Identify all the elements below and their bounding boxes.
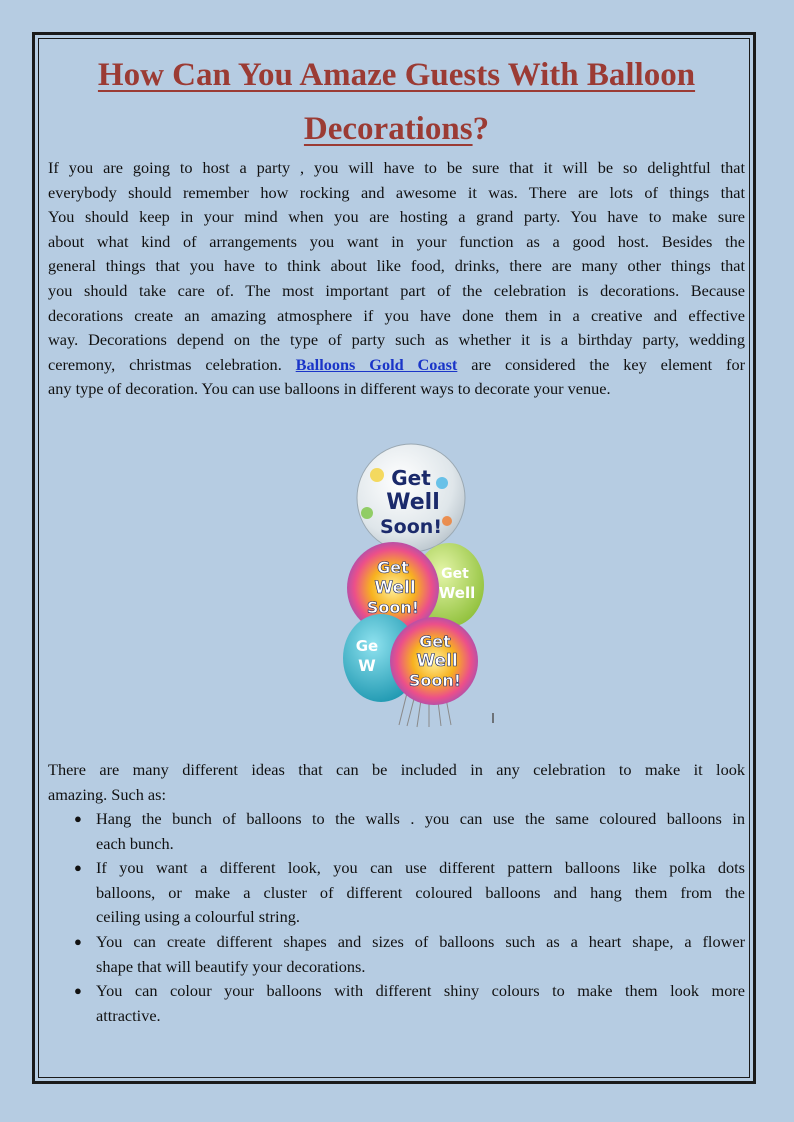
list-item-line: If you want a different look, you can use different pattern balloons like polka dots: [96, 858, 745, 878]
balloon-top-text: Well: [386, 490, 440, 515]
balloon-lime-text: Well: [438, 584, 476, 602]
balloon-lime-text: Get: [441, 566, 469, 582]
intro-line: everybody should remember how rocking and awesome it was. There are lots of things that: [48, 182, 745, 202]
balloon-rainbow2-text: Get: [419, 632, 451, 651]
bullet-icon: ●: [74, 933, 82, 949]
bullet-icon: ●: [74, 811, 82, 826]
bullet-icon: ●: [74, 983, 82, 999]
article: [48, 48, 746, 1025]
balloon-teal-text: W: [358, 656, 376, 675]
intro-line: you should take care of. The most important part of the celebration is decorations. Because: [48, 280, 745, 300]
get-well-soon-balloons-image: [337, 443, 507, 728]
ideas-line: amazing. Such as:: [48, 784, 167, 804]
balloon-rainbow-text: Well: [374, 578, 416, 598]
list-item: [48, 856, 745, 930]
list-item: [48, 807, 745, 856]
intro-line: general things that you have to think about like food, drinks, there are many other things that: [48, 256, 745, 276]
list-item-line: shape that will beautify your decorations.: [96, 956, 366, 976]
intro-line: If you are going to host a party , you will have to be sure that it will be so delightful that: [48, 158, 745, 177]
intro-line-with-link: [48, 353, 745, 378]
list-item-line: You can colour your balloons with different shiny colours to make them look more: [96, 981, 745, 1001]
balloon-teal-text: Ge: [355, 637, 379, 655]
intro-text: ceremony, christmas celebration.: [48, 354, 296, 374]
intro-line: decorations create an amazing atmosphere if you have done them in a creative and effective: [48, 305, 745, 325]
list-item: [48, 930, 745, 979]
balloon-bottom-rainbow: [390, 617, 478, 705]
list-item-line: You can create different shapes and sizes of balloons such as a heart shape, a flower: [96, 931, 745, 951]
list-item-line: balloons, or make a cluster of different coloured balloons and hang them from the: [96, 882, 745, 902]
intro-paragraph: [48, 156, 745, 402]
title-line-1: How Can You Amaze Guests With Balloon: [97, 57, 696, 93]
intro-text: are considered the key element for: [457, 354, 746, 374]
intro-line: way. Decorations depend on the type of party such as whether it is a birthday party, wedding: [48, 330, 745, 350]
balloon-rainbow-text: Soon!: [366, 598, 420, 617]
balloon-bouquet-illustration: [337, 443, 507, 728]
ideas-paragraph: [48, 758, 745, 807]
article-title: [48, 48, 745, 156]
balloon-rainbow2-text: Well: [416, 651, 458, 671]
intro-line: any type of decoration. You can use balloons in different ways to decorate your venue.: [48, 379, 611, 399]
title-question-mark: ?: [472, 111, 490, 147]
list-item-line: attractive.: [96, 1005, 161, 1025]
ideas-bullet-list: [48, 807, 745, 1028]
balloon-top-text: Get: [391, 466, 431, 490]
bullet-icon: ●: [74, 860, 82, 876]
ideas-line: There are many different ideas that can be included in any celebration to make it look: [48, 760, 745, 779]
balloons-gold-coast-link[interactable]: Balloons Gold Coast: [295, 354, 458, 374]
list-item: [48, 979, 745, 1028]
list-item-line: Hang the bunch of balloons to the walls . you can use the same coloured balloons in: [96, 809, 745, 828]
balloon-top-clear: [357, 444, 465, 552]
balloon-rainbow2-text: Soon!: [408, 671, 462, 690]
intro-line: about what kind of arrangements you want in your function as a good host. Besides the: [48, 231, 745, 251]
balloon-rainbow-text: Get: [377, 558, 409, 577]
balloon-top-text: Soon!: [380, 516, 442, 538]
list-item-line: ceiling using a colourful string.: [96, 907, 300, 927]
intro-line: You should keep in your mind when you are hosting a grand party. You have to make sure: [48, 207, 745, 227]
list-item-line: each bunch.: [96, 833, 174, 853]
title-line-2: Decorations: [303, 111, 473, 147]
